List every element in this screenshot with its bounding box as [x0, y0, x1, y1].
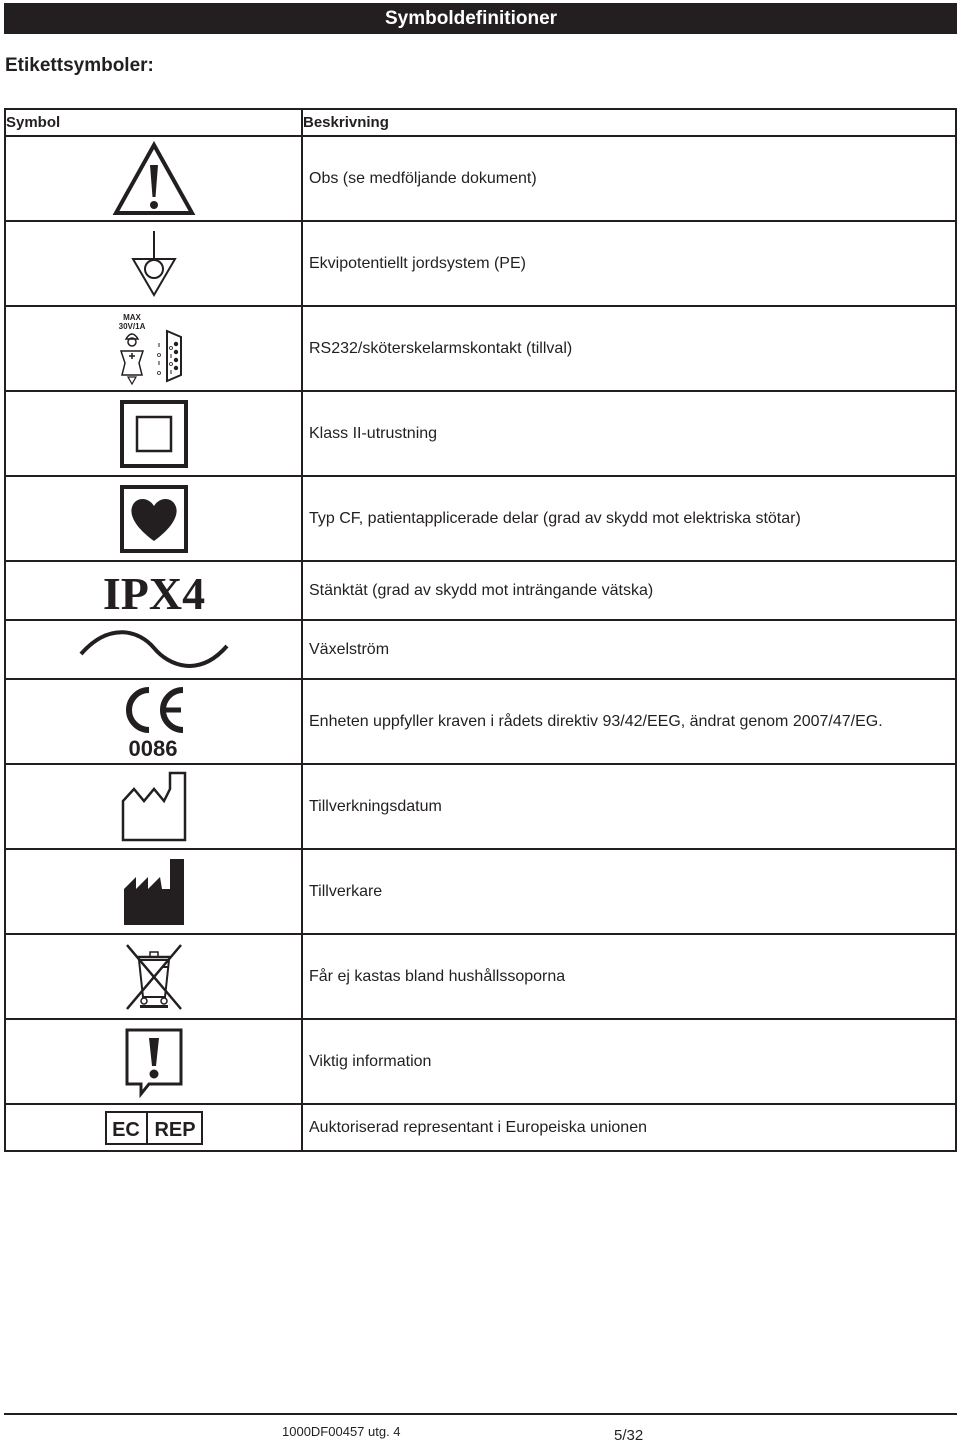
symbol-cell	[5, 679, 302, 764]
description-cell: Auktoriserad representant i Europeiska unionen	[302, 1104, 956, 1151]
symbol-cell	[5, 1019, 302, 1104]
table-row	[5, 1104, 956, 1151]
table-row	[5, 136, 956, 221]
document-number: 1000DF00457 utg. 4	[282, 1424, 401, 1439]
alternating-current-icon	[79, 628, 229, 672]
description-cell: Tillverkningsdatum	[302, 764, 956, 849]
description-cell: Klass II-utrustning	[302, 391, 956, 476]
table-row	[5, 391, 956, 476]
page-title: Symboldefinitioner	[385, 8, 558, 29]
description-cell: Typ CF, patientapplicerade delar (grad av skydd mot elektriska stötar)	[302, 476, 956, 561]
rep-label: REP	[153, 1118, 196, 1141]
table-row	[5, 221, 956, 306]
weee-crossed-bin-icon	[123, 941, 185, 1013]
rs232-nurse-call-icon	[109, 311, 199, 387]
symbol-text-max: MAX	[122, 312, 141, 322]
description-cell: Får ej kastas bland hushållssoporna	[302, 934, 956, 1019]
table-row	[5, 849, 956, 934]
symbol-cell	[5, 620, 302, 679]
symbol-cell	[5, 306, 302, 391]
table-row	[5, 934, 956, 1019]
description-cell: Växelström	[302, 620, 956, 679]
class-ii-equipment-icon	[120, 400, 188, 468]
manufacturer-icon	[122, 857, 186, 927]
description-cell: RS232/sköterskelarmskontakt (tillval)	[302, 306, 956, 391]
footer-rule	[4, 1413, 957, 1415]
column-header-description: Beskrivning	[302, 109, 956, 136]
equipotential-ground-icon	[129, 229, 179, 299]
symbol-cell	[5, 476, 302, 561]
description-cell: Tillverkare	[302, 849, 956, 934]
ipx4-label: IPX4	[102, 567, 205, 615]
ec-label: EC	[111, 1118, 140, 1141]
symbol-table	[4, 108, 957, 1152]
symbol-cell	[5, 934, 302, 1019]
table-row	[5, 620, 956, 679]
table-header-row	[5, 109, 956, 136]
page-number: 5/32	[614, 1427, 644, 1444]
symbol-cell	[5, 764, 302, 849]
ce-mark-icon	[119, 684, 189, 760]
table-row	[5, 476, 956, 561]
description-cell: Stänktät (grad av skydd mot inträngande vätska)	[302, 561, 956, 620]
symbol-cell	[5, 391, 302, 476]
description-cell: Obs (se medföljande dokument)	[302, 136, 956, 221]
type-cf-heart-icon	[120, 485, 188, 553]
table-row	[5, 679, 956, 764]
symbol-cell	[5, 849, 302, 934]
table-row	[5, 561, 956, 620]
table-row	[5, 1019, 956, 1104]
description-cell: Ekvipotentiellt jordsystem (PE)	[302, 221, 956, 306]
title-bar	[4, 3, 957, 34]
manufacture-date-icon	[120, 771, 188, 843]
description-cell: Viktig information	[302, 1019, 956, 1104]
column-header-symbol: Symbol	[5, 109, 302, 136]
symbol-cell	[5, 221, 302, 306]
notified-body-number: 0086	[128, 735, 177, 760]
symbol-text-rating: 30V/1A	[118, 321, 145, 331]
section-heading: Etikettsymboler:	[5, 55, 154, 76]
important-info-icon	[123, 1026, 185, 1098]
symbol-cell	[5, 1104, 302, 1151]
table-row	[5, 306, 956, 391]
caution-triangle-icon	[112, 141, 196, 217]
symbol-cell	[5, 561, 302, 620]
symbol-cell	[5, 136, 302, 221]
ec-rep-icon	[105, 1111, 203, 1145]
table-row	[5, 764, 956, 849]
ipx4-icon	[84, 567, 224, 615]
description-cell: Enheten uppfyller kraven i rådets direktiv 93/42/EEG, ändrat genom 2007/47/EG.	[302, 679, 956, 764]
